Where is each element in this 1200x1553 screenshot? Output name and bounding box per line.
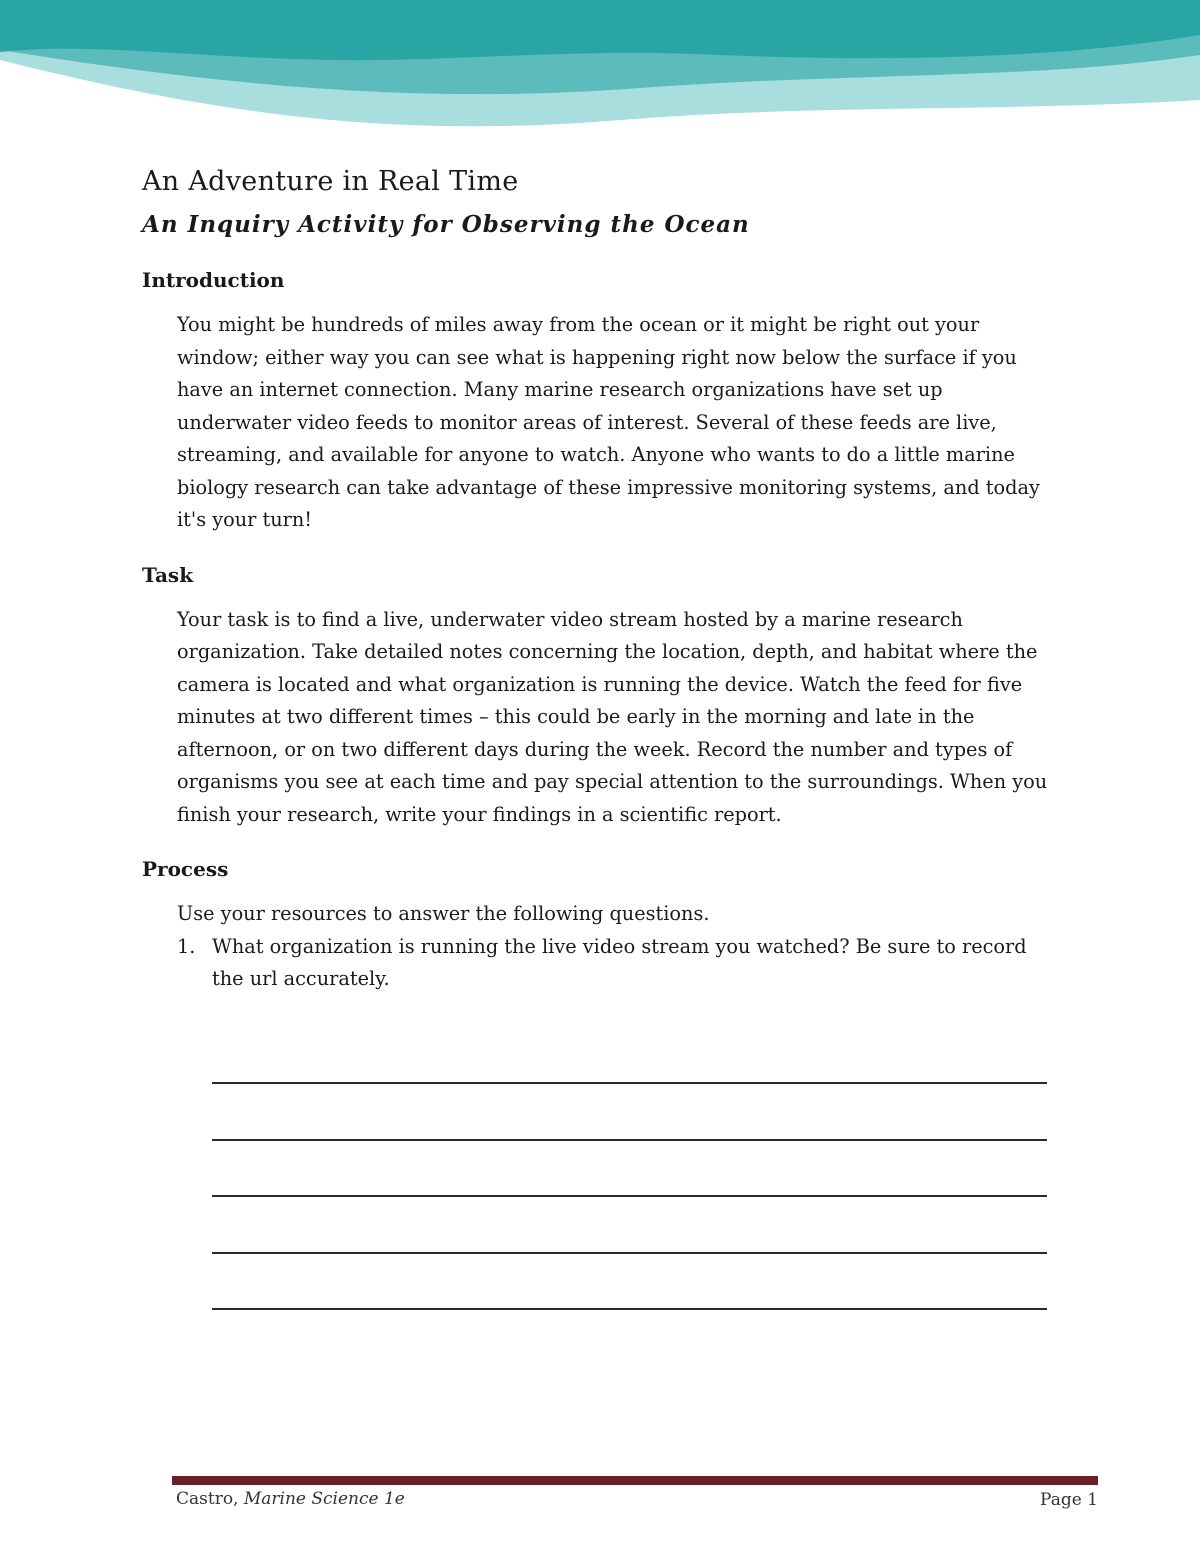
answer-lines	[212, 1082, 1047, 1365]
question-number: 1.	[177, 934, 196, 958]
question-item	[177, 931, 1057, 996]
process-heading: Process	[142, 857, 229, 881]
question-text: What organization is running the live video stream you watched? Be sure to record the url accurately.	[212, 934, 1027, 990]
document-subtitle: An Inquiry Activity for Observing the Ocean	[142, 211, 750, 238]
answer-line-2[interactable]	[212, 1139, 1047, 1141]
introduction-text: You might be hundreds of miles away from the ocean or it might be right out your window; either way you can see what is happening right now below the surface if you have an internet connection. Many marine research organizations have set up underwater video feeds to monitor areas of interest. Several of these feeds are live, streaming, and available for anyone to watch. Anyone who wants to do a little marine biology research can take advantage of these impressive monitoring systems, and today it's your turn!	[177, 313, 1040, 531]
document-title: An Adventure in Real Time	[142, 166, 519, 197]
footer-book-title: Marine Science 1e	[243, 1489, 405, 1509]
page-number: Page 1	[1040, 1490, 1098, 1510]
header-wave-banner	[0, 0, 1200, 140]
answer-line-1[interactable]	[212, 1082, 1047, 1084]
task-text: Your task is to find a live, underwater video stream hosted by a marine research organization. Take detailed notes concerning the location, depth, and habitat where the camera is located and what organization is running the device. Watch the feed for five minutes at two different times – this could be early in the morning and late in the afternoon, or on two different days during the week. Record the number and types of organisms you see at each time and pay special attention to the surroundings. When you finish your research, write your findings in a scientific report.	[177, 607, 1048, 826]
wave-dark	[0, 0, 1200, 60]
question-list	[177, 931, 1057, 996]
process-intro: Use your resources to answer the following questions.	[177, 902, 710, 925]
footer-citation	[176, 1489, 405, 1509]
answer-line-5[interactable]	[212, 1308, 1047, 1310]
footer-divider	[172, 1476, 1098, 1485]
footer-author: Castro,	[176, 1489, 239, 1509]
answer-line-4[interactable]	[212, 1252, 1047, 1254]
answer-line-3[interactable]	[212, 1195, 1047, 1197]
task-heading: Task	[142, 562, 194, 587]
introduction-heading: Introduction	[142, 268, 285, 292]
document-body	[142, 163, 1052, 996]
